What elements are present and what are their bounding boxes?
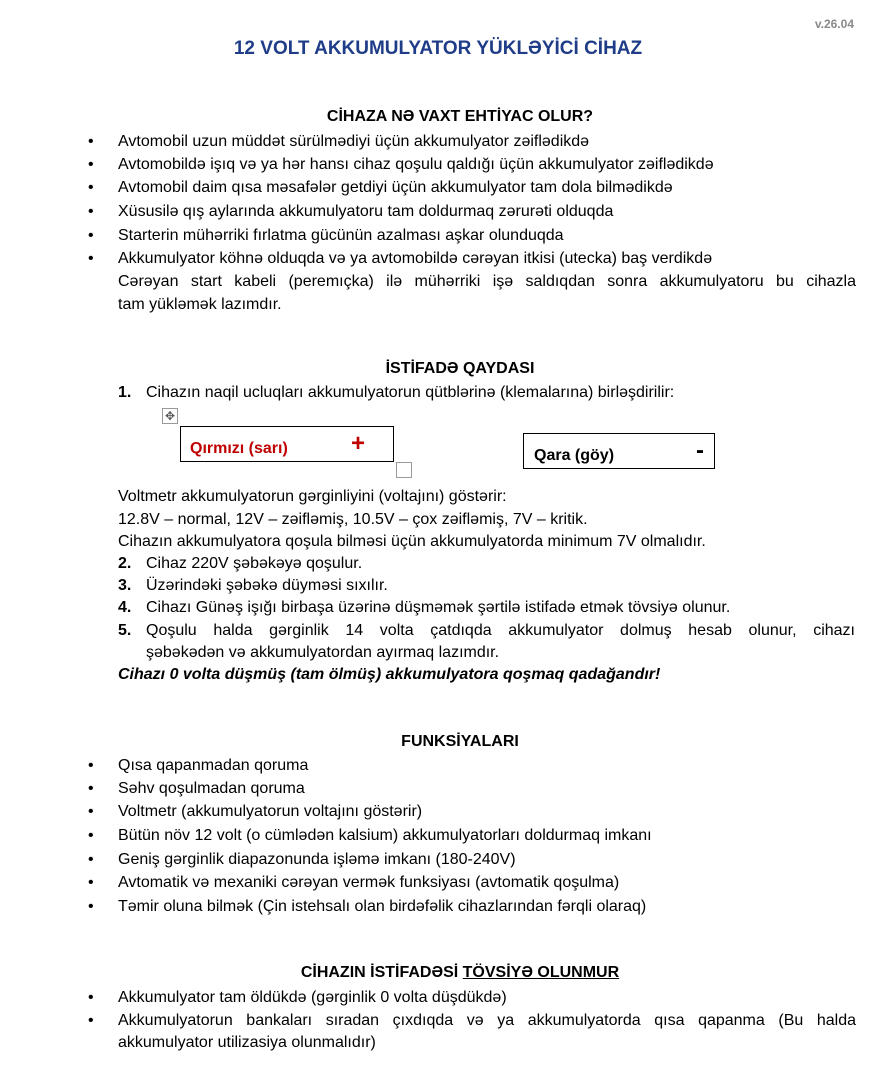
bullet-icon: • <box>88 827 94 844</box>
heading-part-1: CİHAZIN İSTİFADƏSİ <box>300 964 463 981</box>
list-item: Avtomobil daim qısa məsafələr getdiyi üçün akkumulyator tam dola bilmədikdə <box>118 179 673 196</box>
bullet-icon: • <box>88 803 94 820</box>
voltmeter-line-3: Cihazın akkumulyatora qoşula bilməsi üçün akkumulyatorda minimum 7V olmalıdır. <box>118 533 706 550</box>
bullet-icon: • <box>88 133 94 150</box>
bullet-icon: • <box>88 851 94 868</box>
list-item: Akkumulyator tam öldükdə (gərginlik 0 volta düşdükdə) <box>118 989 507 1006</box>
version-label: v.26.04 <box>814 17 854 31</box>
list-item: Səhv qoşulmadan qoruma <box>118 780 305 797</box>
bullet-icon: • <box>88 203 94 220</box>
bullet-icon: • <box>88 179 94 196</box>
step-text-2: Cihaz 220V şəbəkəyə qoşulur. <box>146 555 363 572</box>
bullet-icon: • <box>88 1012 94 1029</box>
table-move-icon[interactable]: ✥ <box>162 408 178 424</box>
plus-sign-icon: + <box>351 430 366 457</box>
step-number-5: 5. <box>118 622 132 639</box>
step-text-4: Cihazı Günəş işığı birbaşa üzərinə düşməmək şərtilə istifadə etmək tövsiyə olunur. <box>146 599 731 616</box>
section-heading-not-recommended <box>0 964 876 982</box>
list-item: Xüsusilə qış aylarında akkumulyatoru tam doldurmaq zərurəti olduqda <box>118 203 614 220</box>
step-text-5-continuation: şəbəkədən və akkumulyatordan ayırmaq lazımdır. <box>146 644 500 661</box>
section-heading-usage: İSTİFADƏ QAYDASI <box>385 360 535 377</box>
list-item: Akkumulyatorun bankaları sıradan çıxdıqda və ya akkumulyatorda qısa qapanma (Bu halda <box>118 1012 856 1029</box>
section1-continuation-2: tam yükləmək lazımdır. <box>118 296 282 313</box>
step-text-5: Qoşulu halda gərginlik 14 volta çatdıqda akkumulyator dolmuş hesab olunur, cihazı <box>146 622 855 639</box>
step-number-2: 2. <box>118 555 132 572</box>
section-heading-when-needed: CİHAZA NƏ VAXT EHTİYAC OLUR? <box>326 108 594 125</box>
black-terminal-box <box>523 433 715 469</box>
bullet-icon: • <box>88 250 94 267</box>
step-number-4: 4. <box>118 599 132 616</box>
not-recommended-continuation: akkumulyator utilizasiya olunmalıdır) <box>118 1034 376 1051</box>
section1-continuation-1: Cərəyan start kabeli (peremıçka) ilə mühərriki işə saldıqdan sonra akkumulyatoru bu cihazla <box>118 273 856 290</box>
black-terminal-label: Qara (göy) <box>534 447 615 464</box>
list-item: Geniş gərginlik diapazonunda işləmə imkanı (180-240V) <box>118 851 516 868</box>
step-text-3: Üzərindəki şəbəkə düyməsi sıxılır. <box>146 577 388 594</box>
minus-sign-icon: - <box>696 437 704 464</box>
section-heading-functions: FUNKSİYALARI <box>401 733 519 750</box>
voltmeter-line-1: Voltmetr akkumulyatorun gərginliyini (voltajını) göstərir: <box>118 488 507 505</box>
bullet-icon: • <box>88 156 94 173</box>
table-resize-handle[interactable] <box>396 462 412 478</box>
list-item: Təmir oluna bilmək (Çin istehsalı olan birdəfəlik cihazlarından fərqli olaraq) <box>118 898 647 915</box>
step-number-3: 3. <box>118 577 132 594</box>
red-terminal-box <box>180 426 394 462</box>
document-title: 12 VOLT AKKUMULYATOR YÜKLƏYİCİ CİHAZ <box>233 38 643 59</box>
step-text-1: Cihazın naqil ucluqları akkumulyatorun qütblərinə (klemalarına) birləşdirilir: <box>146 384 675 401</box>
list-item: Starterin mühərriki fırlatma gücünün azalması aşkar olunduqda <box>118 227 564 244</box>
warning-text: Cihazı 0 volta düşmüş (tam ölmüş) akkumulyatora qoşmaq qadağandır! <box>118 666 661 683</box>
bullet-icon: • <box>88 757 94 774</box>
list-item: Akkumulyator köhnə olduqda və ya avtomobildə cərəyan itkisi (utecka) baş verdikdə <box>118 250 713 267</box>
bullet-icon: • <box>88 989 94 1006</box>
bullet-icon: • <box>88 227 94 244</box>
list-item: Avtomobildə işıq və ya hər hansı cihaz qoşulu qaldığı üçün akkumulyator zəiflədikdə <box>118 156 714 173</box>
step-number-1: 1. <box>118 384 132 401</box>
bullet-icon: • <box>88 874 94 891</box>
heading-part-2: TÖVSİYƏ OLUNMUR <box>462 964 620 981</box>
list-item: Voltmetr (akkumulyatorun voltajını göstərir) <box>118 803 423 820</box>
list-item: Avtomatik və mexaniki cərəyan vermək funksiyası (avtomatik qoşulma) <box>118 874 620 891</box>
list-item: Bütün növ 12 volt (o cümlədən kalsium) akkumulyatorları doldurmaq imkanı <box>118 827 652 844</box>
bullet-icon: • <box>88 780 94 797</box>
red-terminal-label: Qırmızı (sarı) <box>190 440 288 457</box>
bullet-icon: • <box>88 898 94 915</box>
list-item: Avtomobil uzun müddət sürülmədiyi üçün akkumulyator zəiflədikdə <box>118 133 590 150</box>
list-item: Qısa qapanmadan qoruma <box>118 757 309 774</box>
voltmeter-line-2: 12.8V – normal, 12V – zəifləmiş, 10.5V – çox zəifləmiş, 7V – kritik. <box>118 511 588 528</box>
